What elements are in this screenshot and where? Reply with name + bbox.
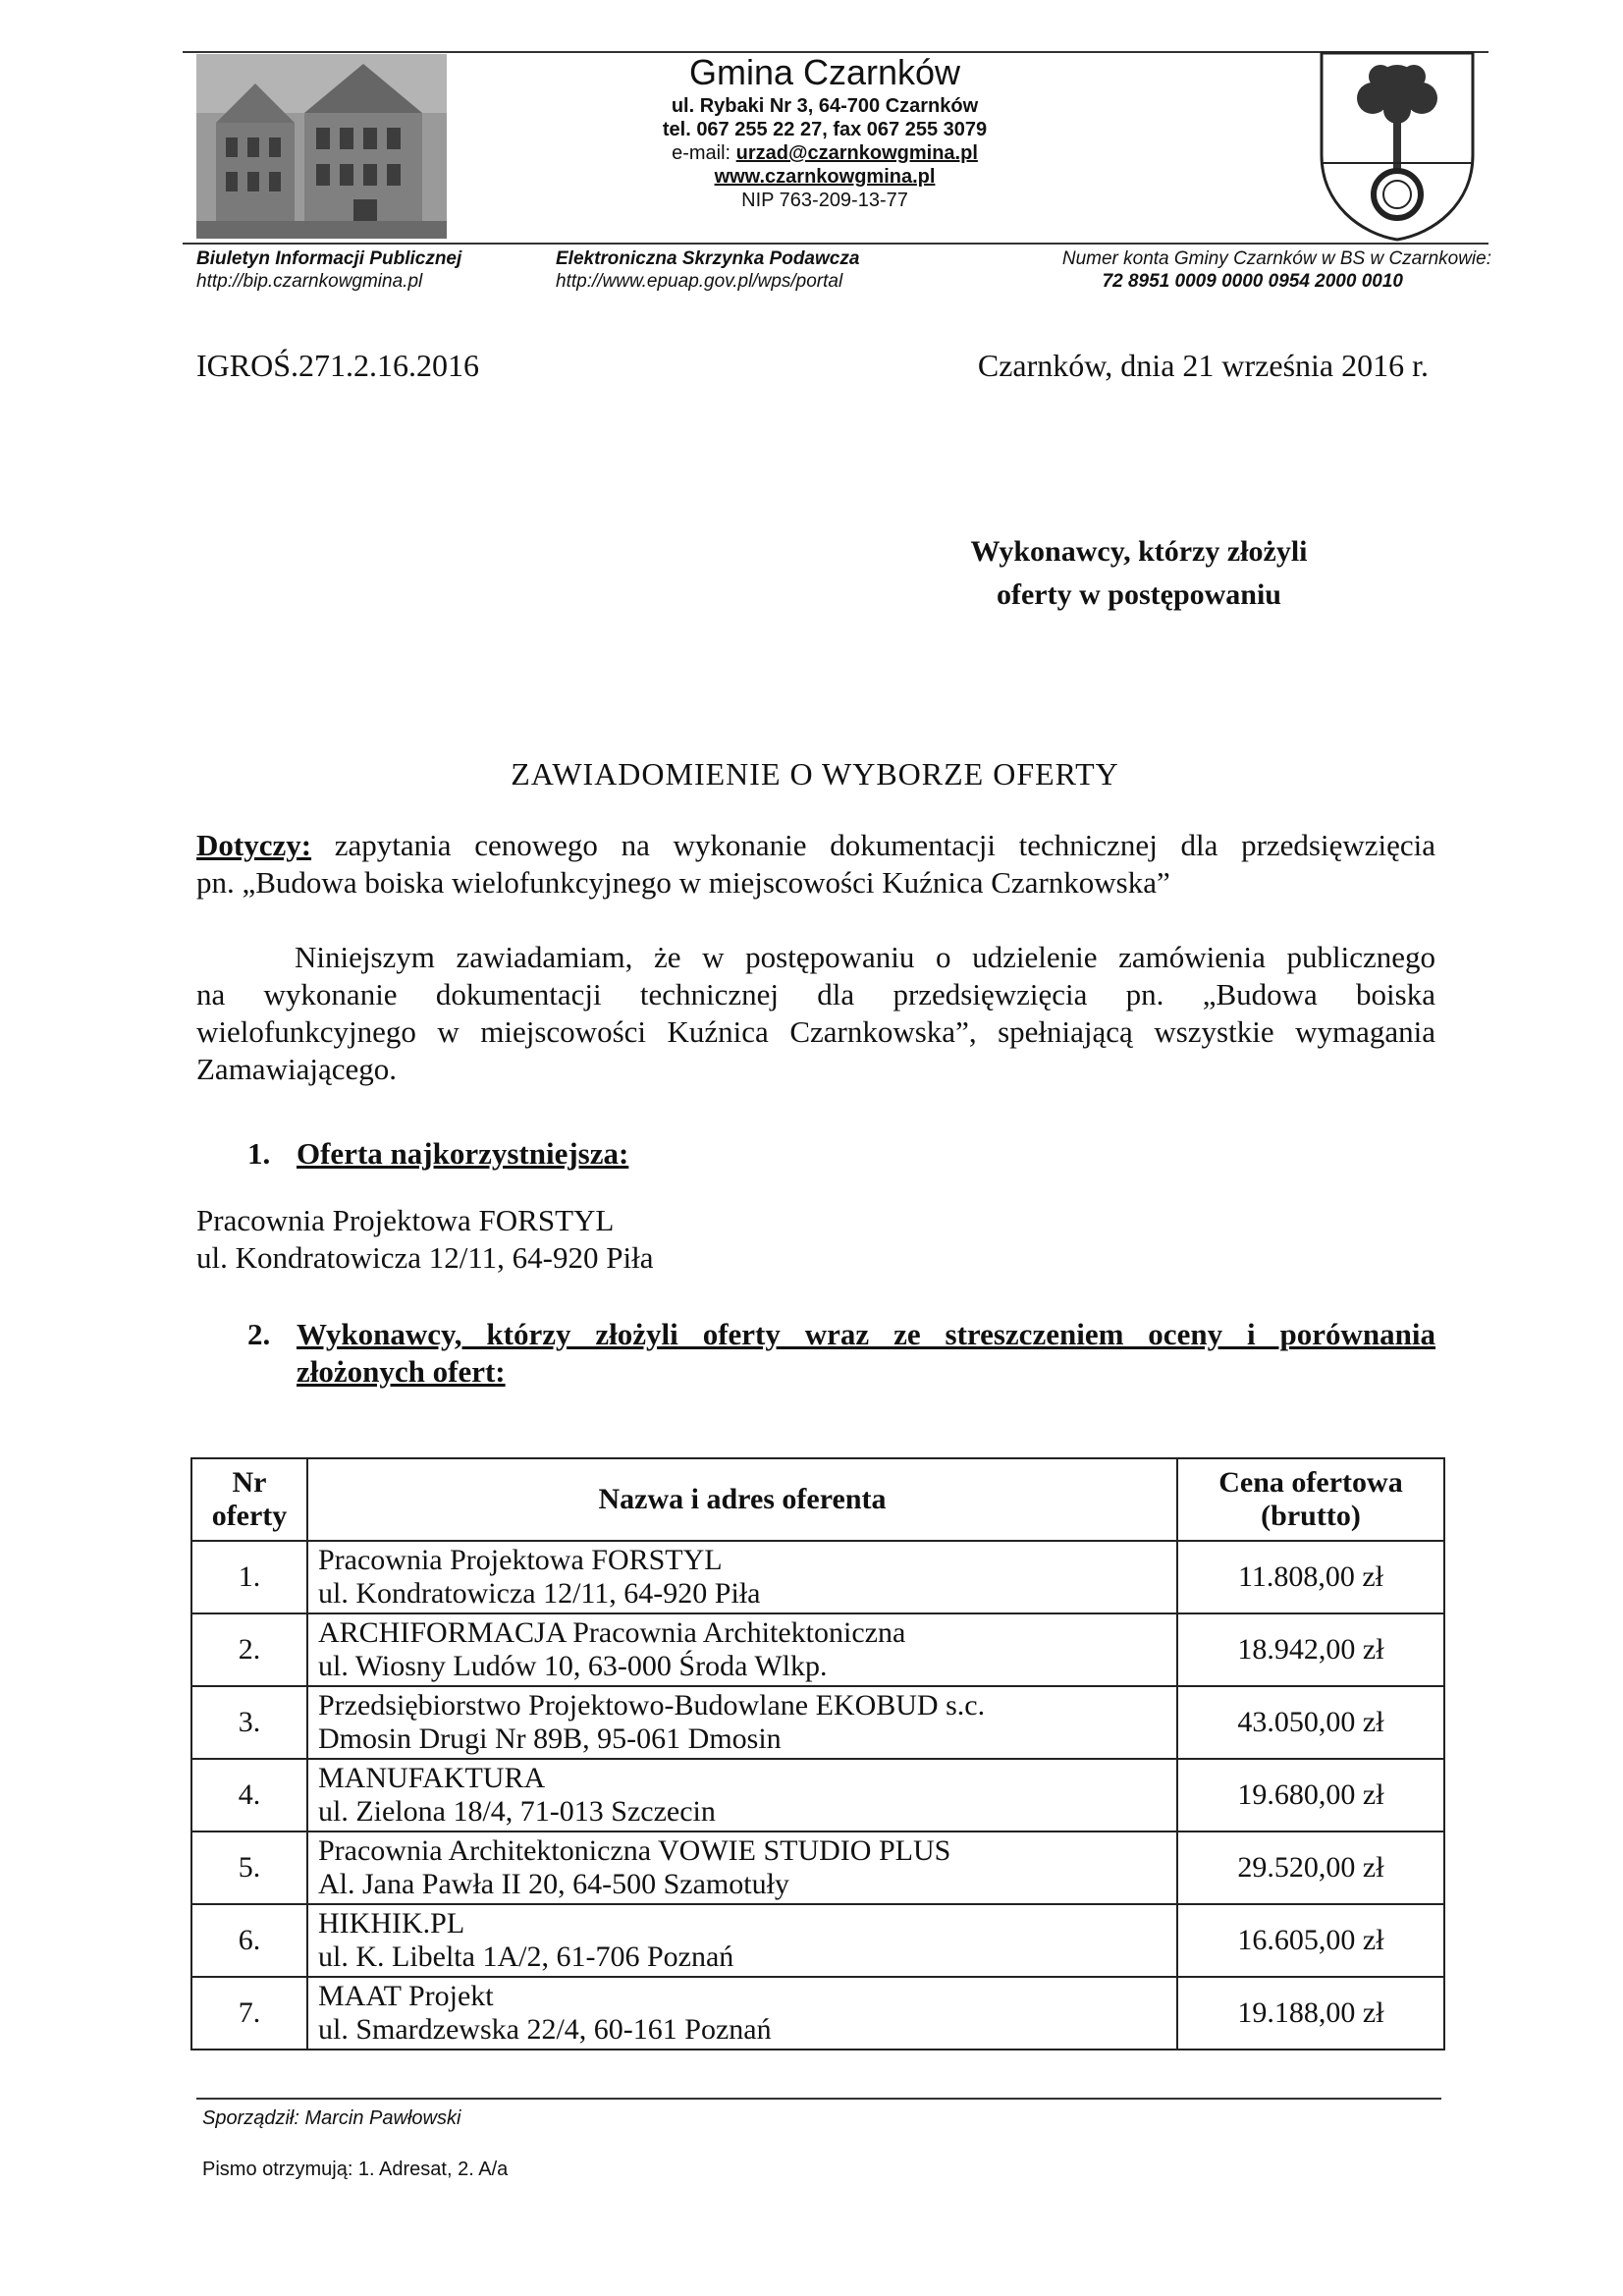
org-phone: tel. 067 255 22 27, fax 067 255 3079 [662,119,988,140]
body-line-2: na wykonanie dokumentacji technicznej dla przedsięwzięcia pn. „Budowa boiska [196,977,1435,1011]
table-row [191,1686,1444,1759]
org-name: Gmina Czarnków [688,52,961,92]
row-offerer: MANUFAKTURA ul. Zielona 18/4, 71-013 Szczecin [307,1759,1177,1831]
org-nip: NIP 763-209-13-77 [741,190,908,211]
section-2-title-line-2: złożonych ofert: [297,1354,506,1389]
bip-title: Biuletyn Informacji Publicznej [196,248,462,269]
email-link[interactable]: urzad@czarnkowgmina.pl [735,142,978,164]
row-price: 19.188,00 zł [1177,1977,1444,2050]
section-2-number: 2. [247,1317,271,1351]
subject-text-1: zapytania cenowego na wykonanie dokumentacji technicznej dla przedsięwzięcia [311,828,1435,862]
row-price: 43.050,00 zł [1177,1686,1444,1759]
subject-line-1 [196,827,1435,864]
letter-date: Czarnków, dnia 21 września 2016 r. [977,348,1429,383]
header-price: Cena ofertowa (brutto) [1177,1458,1444,1541]
section-2-title-line-1: Wykonawcy, którzy złożyli oferty wraz ze streszczeniem oceny i porównania [297,1317,1435,1351]
row-nr: 5. [191,1831,307,1904]
row-price: 16.605,00 zł [1177,1904,1444,1977]
epuap-title: Elektroniczna Skrzynka Podawcza [556,248,860,269]
row-nr: 4. [191,1759,307,1831]
table-header-row [191,1458,1444,1541]
table-row [191,1977,1444,2050]
coat-of-arms-emblem [1316,47,1479,244]
recipients-line-1: Wykonawcy, którzy złożyli [970,535,1308,568]
subject-label: Dotyczy: [196,828,312,862]
row-nr: 2. [191,1613,307,1686]
row-nr: 6. [191,1904,307,1977]
table-row [191,1759,1444,1831]
town-hall-photo [196,54,447,239]
row-offerer: Przedsiębiorstwo Projektowo-Budowlane EKOBUD s.c. Dmosin Drugi Nr 89B, 95-061 Dmosin [307,1686,1177,1759]
table-row [191,1904,1444,1977]
footer-rule [196,2098,1441,2100]
account-title: Numer konta Gminy Czarnków w BS w Czarnkowie: [1061,248,1491,269]
table-row [191,1613,1444,1686]
winner-address: ul. Kondratowicza 12/11, 64-920 Piła [196,1240,654,1275]
row-nr: 7. [191,1977,307,2050]
header-nr: Nr oferty [191,1458,307,1541]
organization-info [550,51,1100,212]
bip-url[interactable]: http://bip.czarnkowgmina.pl [196,271,423,292]
body-line-3: wielofunkcyjnego w miejscowości Kuźnica Czarnkowska”, spełniającą wszystkie wymagania [196,1014,1435,1049]
row-price: 19.680,00 zł [1177,1759,1444,1831]
row-price: 11.808,00 zł [1177,1541,1444,1613]
subject-line-2: pn. „Budowa boiska wielofunkcyjnego w miejscowości Kuźnica Czarnkowska” [196,865,1170,900]
org-address: ul. Rybaki Nr 3, 64-700 Czarnków [671,95,979,117]
org-email-row [550,141,1100,165]
row-offerer: MAAT Projekt ul. Smardzewska 22/4, 60-161 Poznań [307,1977,1177,2050]
winner-name: Pracownia Projektowa FORSTYL [196,1203,615,1237]
reference-number: IGROŚ.271.2.16.2016 [196,348,480,383]
bip-block [196,247,461,293]
row-offerer: Pracownia Architektoniczna VOWIE STUDIO PLUS Al. Jana Pawła II 20, 64-500 Szamotuły [307,1831,1177,1904]
email-label: e-mail: [672,142,736,164]
body-line-4: Zamawiającego. [196,1052,397,1086]
header-name: Nazwa i adres oferenta [307,1458,1177,1541]
header-divider [183,243,1488,245]
offers-table [190,1457,1445,2050]
prepared-by: Sporządził: Marcin Pawłowski [202,2107,461,2129]
section-1-number: 1. [247,1136,271,1171]
website-link[interactable]: www.czarnkowgmina.pl [714,166,936,188]
account-number: 72 8951 0009 0000 0954 2000 0010 [1102,271,1403,292]
copies-recipients: Pismo otrzymują: 1. Adresat, 2. A/a [202,2159,509,2180]
row-nr: 3. [191,1686,307,1759]
row-nr: 1. [191,1541,307,1613]
row-price: 29.520,00 zł [1177,1831,1444,1904]
recipients [864,530,1414,617]
epuap-url[interactable]: http://www.epuap.gov.pl/wps/portal [556,271,843,292]
table-row [191,1541,1444,1613]
row-offerer: ARCHIFORMACJA Pracownia Architektoniczna ul. Wiosny Ludów 10, 63-000 Środa Wlkp. [307,1613,1177,1686]
row-offerer: HIKHIK.PL ul. K. Libelta 1A/2, 61-706 Poznań [307,1904,1177,1977]
table-row [191,1831,1444,1904]
body-line-1: Niniejszym zawiadamiam, że w postępowaniu o udzielenie zamówienia publicznego [295,940,1435,974]
section-1-title: Oferta najkorzystniejsza: [297,1136,629,1171]
row-offerer: Pracownia Projektowa FORSTYL ul. Kondratowicza 12/11, 64-920 Piła [307,1541,1177,1613]
bank-account-block [1062,247,1491,293]
row-price: 18.942,00 zł [1177,1613,1444,1686]
epuap-block [556,247,859,293]
document-title: ZAWIADOMIENIE O WYBORZE OFERTY [511,756,1119,792]
recipients-line-2: oferty w postępowaniu [997,578,1281,611]
